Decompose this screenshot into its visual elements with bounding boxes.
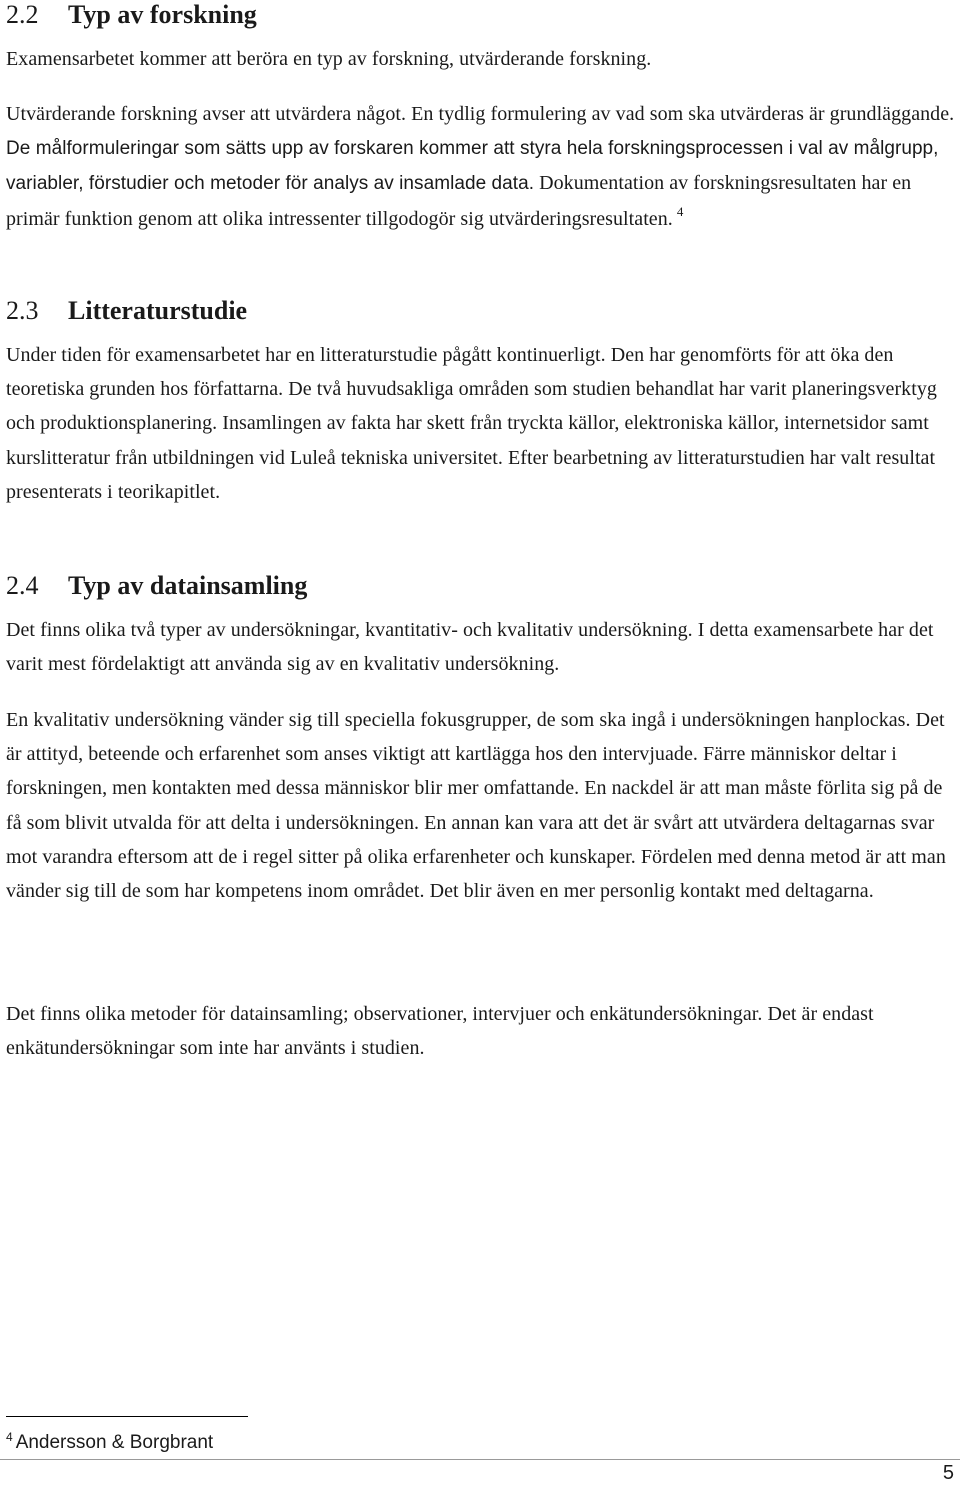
paragraph: Examensarbetet kommer att beröra en typ av forskning, utvärderande forskning. [6, 48, 652, 70]
section-title: Litteraturstudie [68, 296, 248, 325]
section-number: 2.3 [6, 296, 39, 325]
footnote-reference[interactable]: 4 [676, 203, 684, 219]
footnote-text: Andersson & Borgbrant [15, 1432, 214, 1453]
footnote-marker: 4 [6, 1430, 13, 1444]
paragraph [6, 97, 956, 236]
paragraph: Det finns olika två typer av undersökningar, kvantitativ- och kvalitativ undersökning. I detta examensarbete har det varit mest fördelaktigt att använda sig av en kvalitativ undersökning. [6, 619, 934, 676]
section-number: 2.4 [6, 571, 39, 600]
section-heading-2-2 [6, 0, 257, 30]
paragraph: En kvalitativ undersökning vänder sig till speciella fokusgrupper, de som ska ingå i undersökningen hanplockas. Det är attityd, beteende och erfarenhet som anses viktigt att kartlägga hos den intervjuade. Färre människor deltar i forskningen, men kontakten med dessa människor blir mer omfattande. En nackdel är att man måste förlita sig på de få som blivit utvalda för att delta i undersökningen. En annan kan vara att det är svårt att utvärdera deltagarnas svar mot varandra eftersom att de i regel sitter på olika erfarenheter och kunskaper. Fördelen med denna metod är att man vänder sig till de som har kompetens inom området. Det blir även en mer personlig kontakt med deltagarna. [6, 709, 946, 903]
section-title: Typ av datainsamling [68, 571, 308, 600]
page-number: 5 [942, 1462, 954, 1484]
section-heading-2-4 [6, 571, 307, 601]
paragraph-tail: Dokumentation av forskningsresultaten har en primär funktion genom att olika intressenter tillgodogör sig utvärderingsresultaten. [6, 172, 912, 230]
section-number: 2.2 [6, 0, 39, 29]
paragraph: Det finns olika metoder för datainsamling; observationer, intervjuer och enkätundersökningar. Det är endast enkätundersökningar som inte har använts i studien. [6, 1003, 874, 1060]
footnote-divider [6, 1416, 248, 1417]
footer-divider [0, 1459, 960, 1460]
paragraph: Under tiden för examensarbetet har en litteraturstudie pågått kontinuerligt. Den har genomförts för att öka den teoretiska grunden hos författarna. De två huvudsakliga områden som studien behandlat har varit planeringsverktyg och produktionsplanering. Insamlingen av fakta har skett från tryckta källor, elektroniska källor, internetsidor samt kurslitteratur från utbildningen vid Luleå tekniska universitet. Efter bearbetning av litteraturstudien har valt resultat presenterats i teorikapitlet. [6, 344, 937, 503]
paragraph-lead: Utvärderande forskning avser att utvärdera något. En tydlig formulering av vad som ska utvärderas är grundläggande. [6, 103, 955, 125]
section-heading-2-3 [6, 296, 247, 326]
section-title: Typ av forskning [68, 0, 257, 29]
paragraph-sans: De målformuleringar som sätts upp av forskaren kommer att styra hela forskningsprocessen i val av målgrupp, variabler, förstudier och metoder för analys av insamlade data. [6, 138, 939, 195]
footnote [6, 1430, 213, 1456]
